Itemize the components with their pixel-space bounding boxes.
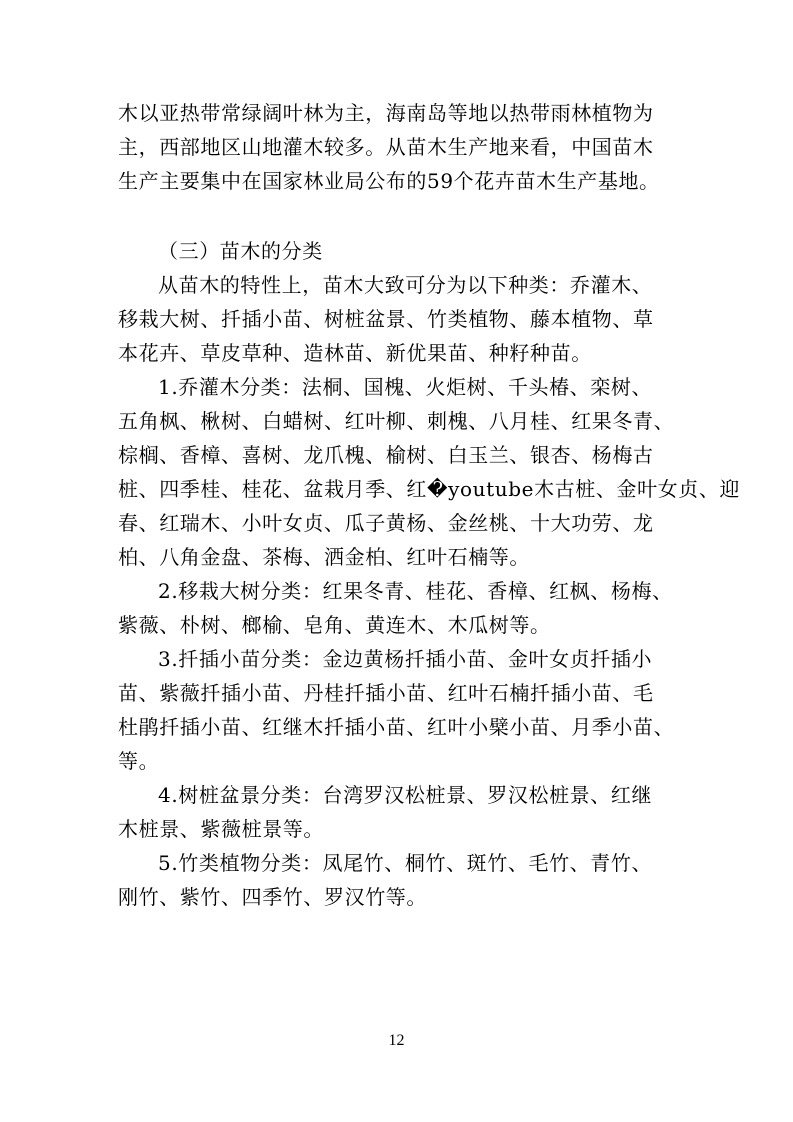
text-line: 柏、八角金盘、茶梅、洒金柏、红叶石楠等。 bbox=[118, 545, 530, 569]
text-line: 杜鹃扦插小苗、红继木扦插小苗、红叶小檗小苗、月季小苗、 bbox=[118, 715, 675, 739]
text-line: 木桩景、紫薇桩景等。 bbox=[118, 817, 324, 841]
text-line: 紫薇、朴树、榔榆、皂角、黄连木、木瓜树等。 bbox=[118, 613, 551, 637]
document-body bbox=[118, 96, 741, 914]
item-1-paragraph bbox=[118, 370, 741, 574]
text-line: 春、红瑞木、小叶女贞、瓜子黄杨、金丝桃、十大功劳、龙 bbox=[118, 511, 654, 535]
text-line: 五角枫、楸树、白蜡树、红叶柳、刺槐、八月桂、红果冬青、 bbox=[118, 409, 675, 433]
text-line: 棕榈、香樟、喜树、龙爪槐、榆树、白玉兰、银杏、杨梅古 bbox=[118, 443, 654, 467]
text-line: 木以亚热带常绿阔叶林为主，海南岛等地以热带雨林植物为 bbox=[118, 101, 654, 125]
item-3-paragraph bbox=[118, 642, 678, 778]
text-line: 2.移栽大树分类：红果冬青、桂花、香樟、红枫、杨梅、 bbox=[158, 579, 673, 603]
text-line: 移栽大树、扦插小苗、树桩盆景、竹类植物、藤本植物、草 bbox=[118, 307, 654, 331]
text-line: 桩、四季桂、桂花、盆栽月季、红�youtube木古桩、金叶女贞、迎 bbox=[118, 477, 741, 501]
classification-intro-paragraph bbox=[118, 268, 678, 370]
page-number: 12 bbox=[388, 1032, 405, 1049]
item-4-paragraph bbox=[118, 778, 678, 846]
section-heading: （三）苗木的分类 bbox=[158, 239, 323, 263]
text-line: 苗、紫薇扦插小苗、丹桂扦插小苗、红叶石楠扦插小苗、毛 bbox=[118, 681, 654, 705]
text-line: 刚竹、紫竹、四季竹、罗汉竹等。 bbox=[118, 885, 427, 909]
item-5-paragraph bbox=[118, 846, 678, 914]
paragraph-gap bbox=[118, 198, 678, 234]
text-line: 3.扦插小苗分类：金边黄杨扦插小苗、金叶女贞扦插小 bbox=[158, 647, 653, 671]
text-line: 等。 bbox=[118, 749, 160, 773]
text-line: 4.树桩盆景分类：台湾罗汉松桩景、罗汉松桩景、红继 bbox=[158, 783, 653, 807]
text-line: 生产主要集中在国家林业局公布的59个花卉苗木生产基地。 bbox=[118, 169, 660, 193]
text-line: 1.乔灌木分类：法桐、国槐、火炬树、千头椿、栾树、 bbox=[158, 375, 653, 399]
intro-paragraph bbox=[118, 96, 678, 198]
text-line: 5.竹类植物分类：凤尾竹、桐竹、斑竹、毛竹、青竹、 bbox=[158, 851, 653, 875]
text-line: 主，西部地区山地灌木较多。从苗木生产地来看，中国苗木 bbox=[118, 135, 654, 159]
item-2-paragraph bbox=[118, 574, 678, 642]
text-line: 本花卉、草皮草种、造林苗、新优果苗、种籽种苗。 bbox=[118, 341, 592, 365]
text-line: 从苗木的特性上，苗木大致可分为以下种类：乔灌木、 bbox=[158, 273, 653, 297]
